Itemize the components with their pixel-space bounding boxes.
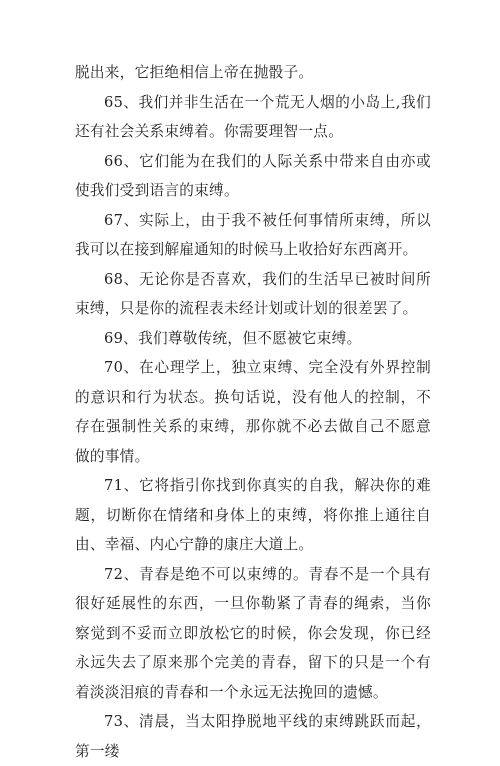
paragraph-67: 67、实际上，由于我不被任何事情所束缚，所以我可以在接到解雇通知的时候马上收拾好东西离开。 (75, 211, 431, 258)
paragraph-69: 69、我们尊敬传统，但不愿被它束缚。 (104, 329, 362, 347)
paragraph-72: 72、青春是绝不可以束缚的。青春不是一个具有很好延展性的东西，一旦你勒紧了青春的绳索，当你察觉到不妥而立即放松它的时候，你会发现，你已经永远失去了原来那个完美的青春，留下的只是一个有着淡淡泪痕的青春和一个永远无法挽回的遗憾。 (75, 565, 431, 701)
paragraph-continuation: 脱出来，它拒绝相信上帝在抛骰子。 (75, 64, 314, 81)
paragraph-73: 73、清晨，当太阳挣脱地平线的束缚跳跃而起，第一缕 (75, 713, 431, 760)
paragraph-68: 68、无论你是否喜欢，我们的生活早已被时间所束缚，只是你的流程表未经计划或计划的很差罢了。 (75, 270, 431, 317)
paragraph-66: 66、它们能为在我们的人际关系中带来自由亦或使我们受到语言的束缚。 (75, 152, 431, 199)
document-page (75, 58, 431, 766)
paragraph-71: 71、它将指引你找到你真实的自我，解决你的难题，切断你在情绪和身体上的束缚，将你推上通往自由、幸福、内心宁静的康庄大道上。 (75, 477, 431, 553)
paragraph-65: 65、我们并非生活在一个荒无人烟的小岛上,我们还有社会关系束缚着。你需要理智一点。 (75, 93, 431, 140)
paragraph-70: 70、在心理学上，独立束缚、完全没有外界控制的意识和行为状态。换句话说，没有他人的控制，不存在强制性关系的束缚，那你就不必去做自己不愿意做的事情。 (75, 359, 431, 465)
